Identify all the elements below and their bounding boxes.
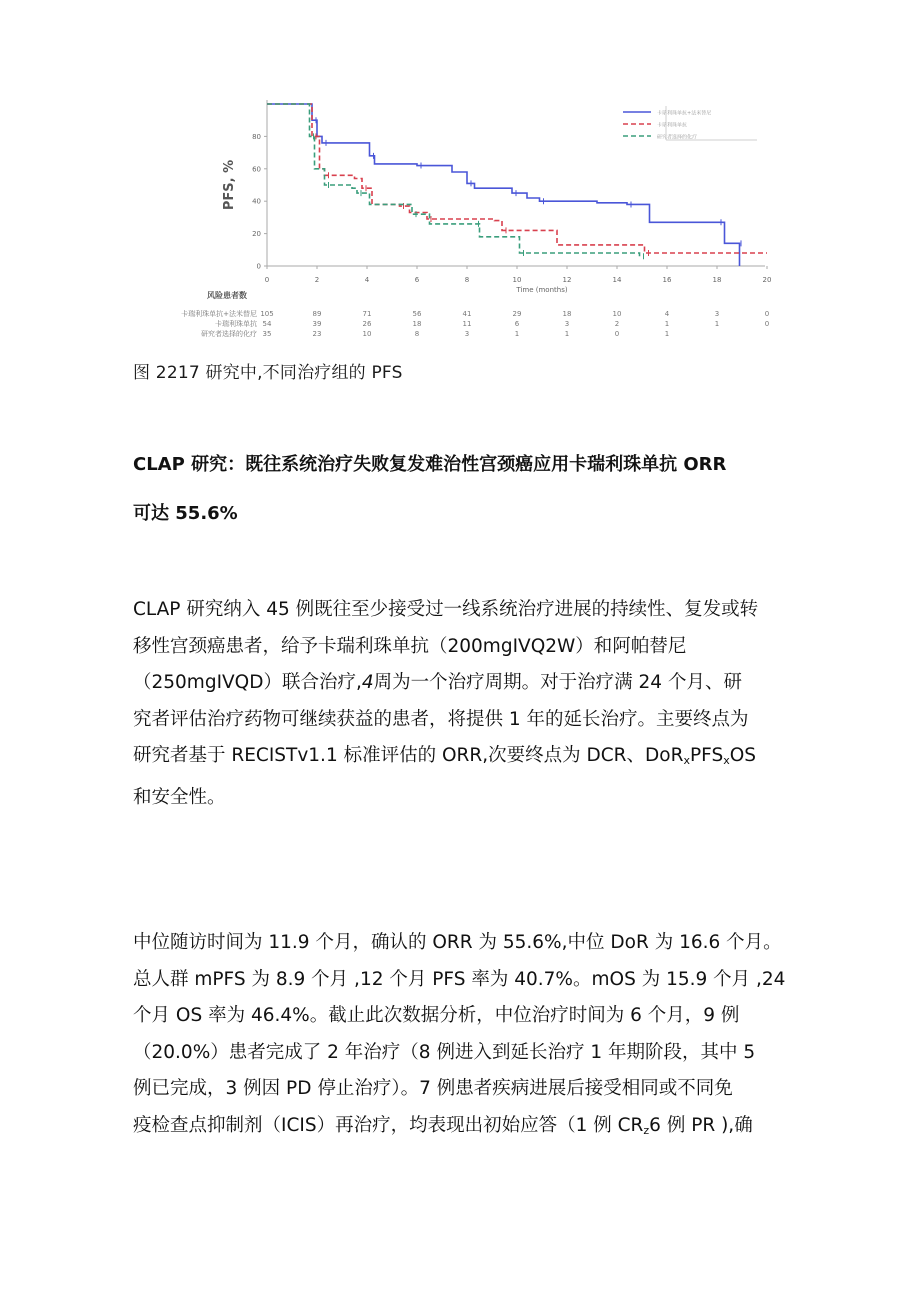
paragraph-study-design	[133, 592, 798, 816]
x-tick-label: 0	[264, 276, 270, 284]
y-tick-label: 20	[252, 230, 261, 239]
risk-table-cell: 2	[614, 320, 620, 328]
pfs-chart	[181, 96, 772, 348]
x-tick-label: 8	[464, 276, 470, 284]
text-run: PFS	[689, 745, 724, 766]
paragraph-line: CLAP 研究纳入 45 例既往至少接受过一线系统治疗进展的持续性、复发或转	[133, 599, 759, 620]
x-tick-label: 4	[364, 276, 370, 284]
risk-table-cell: 1	[664, 330, 670, 338]
paragraph-results	[133, 925, 798, 1149]
pfs-kaplan-meier-figure	[181, 96, 772, 348]
risk-table-cell: 8	[414, 330, 420, 338]
paragraph-line	[133, 738, 798, 780]
y-tick-label: 0	[256, 262, 261, 271]
risk-table-cell: 29	[512, 310, 522, 318]
risk-table-cell: 18	[562, 310, 572, 318]
y-tick-label: 40	[252, 197, 261, 206]
risk-table-cell: 1	[514, 330, 520, 338]
paragraph-line: 总人群 mPFS 为 8.9 个月 ,12 个月 PFS 率为 40.7%。mOS 为 15.9 个月 ,24	[133, 968, 786, 990]
paragraph-line	[133, 665, 798, 702]
risk-table-cell: 54	[262, 320, 272, 328]
x-tick-label: 18	[712, 276, 722, 284]
text-run: 疫检查点抑制剂（ICIS）再治疗，均表现出初始应答（1 例 CR	[133, 1114, 644, 1136]
paragraph-line: 和安全性。	[133, 786, 226, 808]
paragraph-line: 中位随访时间为 11.9 个月，确认的 ORR 为 55.6%,中位 DoR 为 16.6 个月。	[133, 932, 782, 953]
km-curve-series-2	[267, 104, 767, 253]
x-tick-label: 2	[314, 276, 320, 284]
risk-table-cell: 1	[664, 320, 670, 328]
text-run: 周为一个治疗周期。对于治疗满 24 个月、研	[373, 672, 742, 693]
risk-table-cell: 35	[262, 330, 272, 338]
section-heading-line-1: CLAP 研究：既往系统治疗失败复发难治性宫颈癌应用卡瑞利珠单抗 ORR	[133, 454, 727, 475]
text-run: 6 例 PR ),确	[649, 1114, 753, 1136]
risk-table-cell: 1	[564, 330, 570, 338]
x-axis-label: Time (months)	[516, 286, 568, 294]
x-tick-label: 6	[414, 276, 420, 284]
y-tick-label: 80	[252, 132, 261, 141]
paragraph-line: 例已完成，3 例因 PD 停止治疗）。7 例患者疾病进展后接受相同或不同免	[133, 1078, 733, 1099]
risk-table-row-label: 研究者选择的化疗	[201, 330, 257, 338]
risk-table-cell: 26	[362, 320, 372, 328]
x-tick-label: 16	[662, 276, 672, 284]
risk-table-cell: 3	[464, 330, 470, 338]
x-tick-label: 10	[512, 276, 522, 284]
text-run: （250mgIVQD）联合治疗,	[133, 672, 362, 693]
risk-table-title: 风险患者数	[207, 291, 247, 300]
risk-table-cell: 39	[312, 320, 322, 328]
x-tick-label: 20	[762, 276, 772, 284]
risk-table-cell: 6	[514, 320, 520, 328]
subscript: x	[723, 754, 730, 767]
legend-label: 卡瑞利珠单抗+法米替尼	[657, 110, 712, 117]
risk-table-cell: 10	[612, 310, 622, 318]
risk-table-cell: 1	[714, 320, 720, 328]
risk-table-cell: 41	[462, 310, 472, 318]
paragraph-line: （20.0%）患者完成了 2 年治疗（8 例进入到延长治疗 1 年期阶段，其中 5	[133, 1041, 756, 1063]
risk-table-cell: 0	[764, 310, 770, 318]
y-tick-label: 60	[252, 165, 261, 174]
risk-table-cell: 11	[462, 320, 472, 328]
risk-table-cell: 3	[564, 320, 570, 328]
risk-table-cell: 4	[664, 310, 670, 318]
paragraph-line: 移性宫颈癌患者，给予卡瑞利珠单抗（200mgIVQ2W）和阿帕替尼	[133, 635, 687, 657]
risk-table-row-label: 卡瑞利珠单抗+法米替尼	[181, 310, 257, 318]
subscript: z	[643, 1123, 650, 1137]
legend-label: 研究者选择的化疗	[657, 134, 698, 141]
risk-table-cell: 56	[412, 310, 422, 318]
risk-table-row-label: 卡瑞利珠单抗	[215, 320, 257, 328]
risk-table-cell: 23	[312, 330, 322, 338]
risk-table-cell: 89	[312, 310, 322, 318]
x-tick-label: 12	[562, 276, 572, 284]
risk-table-cell: 105	[260, 310, 274, 318]
y-axis-label: PFS, %	[222, 159, 237, 211]
paragraph-line	[133, 1108, 798, 1150]
km-curve-series-3	[267, 104, 640, 256]
section-heading-line-2: 可达 55.6%	[133, 503, 238, 524]
paragraph-line: 究者评估治疗药物可继续获益的患者，将提供 1 年的延长治疗。主要终点为	[133, 708, 749, 730]
figure-caption: 图 2217 研究中,不同治疗组的 PFS	[133, 363, 403, 383]
paragraph-line: 个月 OS 率为 46.4%。截止此次数据分析，中位治疗时间为 6 个月，9 例	[133, 1005, 740, 1026]
subscript: x	[683, 754, 690, 767]
text-run: OS	[729, 745, 757, 766]
risk-table-cell: 71	[362, 310, 372, 318]
legend-label: 卡瑞利珠单抗	[657, 122, 688, 129]
risk-table-cell: 3	[714, 310, 720, 318]
text-run-italic: 4	[361, 672, 374, 693]
risk-table-cell: 0	[614, 330, 620, 338]
risk-table-cell: 10	[362, 330, 372, 338]
text-run: 研究者基于 RECISTv1.1 标准评估的 ORR,次要终点为 DCR、DoR	[133, 745, 684, 766]
x-tick-label: 14	[612, 276, 622, 284]
risk-table-cell: 18	[412, 320, 422, 328]
risk-table-cell: 0	[764, 320, 770, 328]
